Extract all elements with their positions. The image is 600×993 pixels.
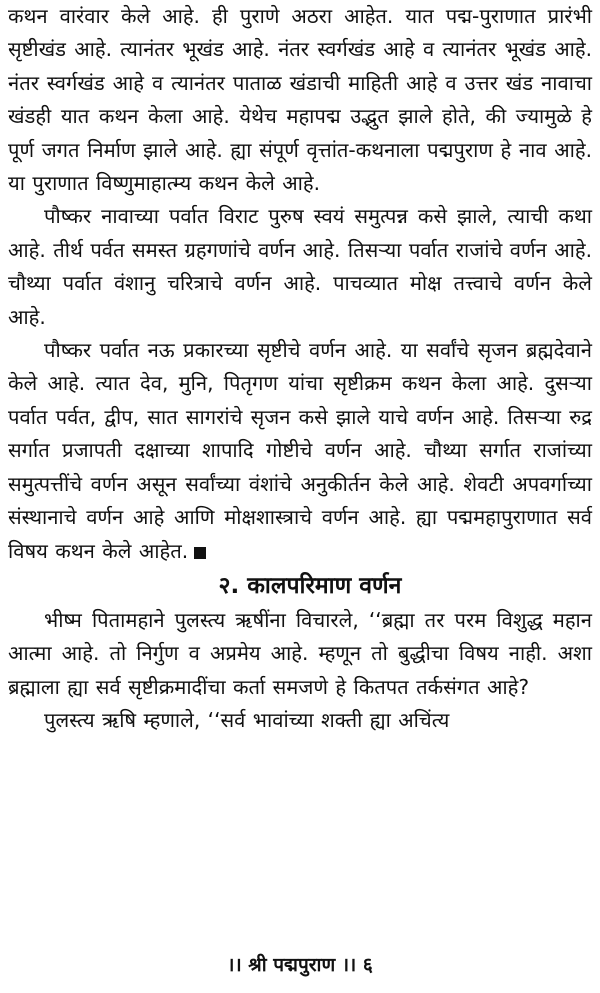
paragraph-nine-creations xyxy=(8,334,592,568)
paragraph-bhishma-question: भीष्म पितामहाने पुलस्त्य ऋषींना विचारले, ‘‘ब्रह्मा तर परम विशुद्ध महान आत्मा आहे. तो निर्गुण व अप्रमेय आहे. म्हणून तो बुद्धीचा विषय नाही. अशा ब्रह्माला ह्या सर्व सृष्टीक्रमादींचा कर्ता समजणे हे कितपत तर्कसंगत आहे? xyxy=(8,607,592,699)
paragraph-nine-creations-text: पौष्कर पर्वात नऊ प्रकारच्या सृष्टीचे वर्णन आहे. या सर्वांचे सृजन ब्रह्मदेवाने केले आहे. त्यात देव, मुनि, पितृगण यांचा सृष्टीक्रम कथन केला आहे. दुसऱ्या पर्वात पर्वत, द्वीप, सात सागरांचे सृजन कसे झाले याचे वर्णन आहे. तिसऱ्या रुद्र सर्गात प्रजापती दक्षाच्या शापादि गोष्टीचे वर्णन आहे. चौथ्या सर्गात राजांच्या समुत्पत्तींचे वर्णन असून सर्वांच्या वंशांचे अनुकीर्तन केले आहे. शेवटी अपवर्गाच्या संस्थानाचे वर्णन आहे आणि मोक्षशास्त्राचे वर्णन आहे. ह्या पद्ममहापुराणात सर्व विषय कथन केले आहेत. xyxy=(8,338,593,563)
book-page xyxy=(8,0,592,993)
section-heading: २. कालपरिमाण वर्णन xyxy=(218,572,402,599)
paragraph-padma-purana-sections: कथन वारंवार केले आहे. ही पुराणे अठरा आहेत. यात पद्म-पुराणात प्रारंभी सृष्टीखंड आहे. त्यानंतर भूखंड आहे. नंतर स्वर्गखंड आहे व त्यानंतर भूखंड आहे. नंतर स्वर्गखंड आहे व त्यानंतर पाताळ खंडाची माहिती आहे व उत्तर खंड नावाचा खंडही यात कथन केला आहे. येथेच महापद्म उद्भुत झाले होते, की ज्यामुळे हे पूर्ण जगत निर्माण झाले आहे. ह्या संपूर्ण वृत्तांत-कथनाला पद्मपुराण हे नाव आहे. या पुराणात विष्णुमाहात्म्य कथन केले आहे. xyxy=(8,4,592,196)
page-footer: ।। श्री पद्मपुराण ।। ६ xyxy=(227,954,373,976)
paragraph-paushkar-parva: पौष्कर नावाच्या पर्वात विराट पुरुष स्वयं समुत्पन्न कसे झाले, त्याची कथा आहे. तीर्थ पर्वत समस्त ग्रहगणांचे वर्णन आहे. तिसऱ्या पर्वात राजांचे वर्णन आहे. चौथ्या पर्वात वंशानु चरित्राचे वर्णन आहे. पाचव्यात मोक्ष तत्त्वाचे वर्णन केले आहे. xyxy=(8,204,592,329)
end-of-section-square-icon xyxy=(194,547,206,559)
paragraph-pulastya-reply: पुलस्त्य ऋषि म्हणाले, ‘‘सर्व भावांच्या शक्ती ह्या अचिंत्य xyxy=(44,708,450,733)
